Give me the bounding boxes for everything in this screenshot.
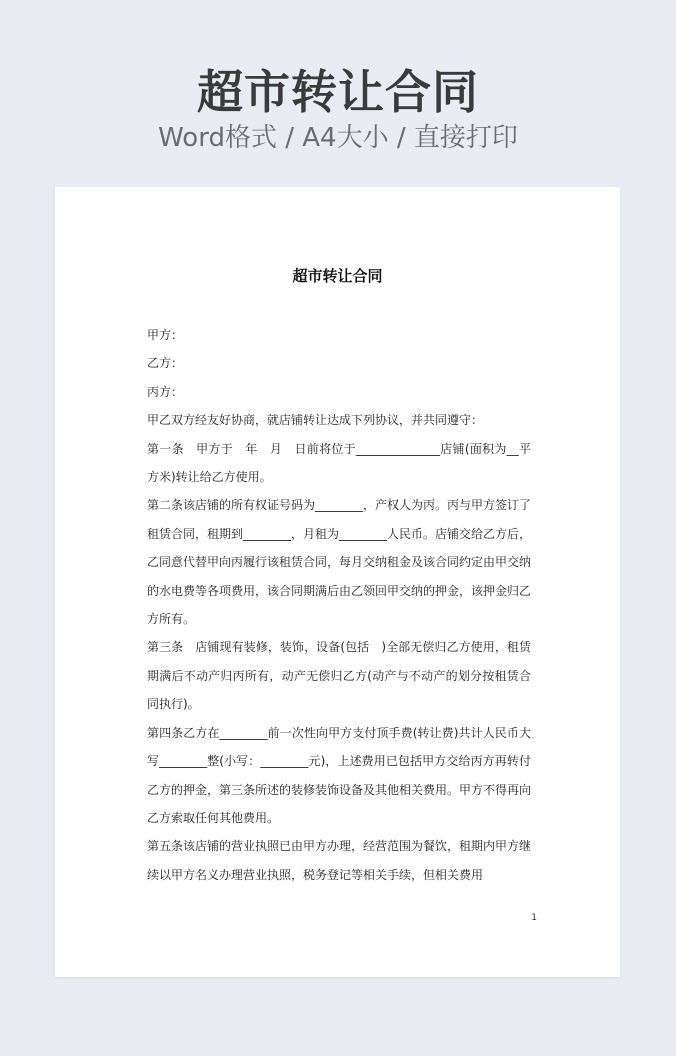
hero-title: 超市转让合同: [197, 65, 479, 119]
document-title: 超市转让合同: [292, 267, 383, 285]
article-1-paragraph: 第一条 甲方于 年 月 日前将位于______________店铺(面积为__平方米)转让给乙方使用。: [147, 441, 531, 485]
party-b-line: 乙方：: [147, 356, 184, 371]
article-4-paragraph: 第四条乙方在________前一次性向甲方支付顶手费(转让费)共计人民币大写________整(小写：________元)，上述费用已包括甲方交给丙方再转付乙方的押金，第三条所述的装修装饰设备及其他相关费用。甲方不得再向乙方索取任何其他费用。: [147, 725, 532, 825]
document-page: [55, 187, 620, 977]
page-number: 1: [531, 913, 537, 923]
party-a-line: 甲方：: [147, 328, 184, 342]
article-5-paragraph: 第五条该店铺的营业执照已由甲方办理，经营范围为餐饮，租期内甲方继续以甲方名义办理营业执照，税务登记等相关手续，但相关费用: [147, 839, 532, 882]
party-c-line: 丙方：: [147, 384, 184, 399]
preamble-paragraph: 甲乙双方经友好协商，就店铺转让达成下列协议，并共同遵守：: [147, 413, 484, 428]
document-body: [147, 321, 531, 889]
article-2-paragraph: 第二条该店铺的所有权证号码为________，产权人为丙。丙与甲方签订了租赁合同，租期到________，月租为________人民币。店铺交给乙方后，乙同意代替甲向丙履行该租赁合同，每月交纳租金及该合同约定由甲交纳的水电费等各项费用，该合同期满后由乙领回甲交纳的押金，该押金归乙方所有。: [147, 498, 532, 627]
hero-subtitle: Word格式 / A4大小 / 直接打印: [158, 123, 518, 153]
article-3-paragraph: 第三条 店铺现有装修，装饰，设备(包括 )全部无偿归乙方使用，租赁期满后不动产归丙所有，动产无偿归乙方(动产与不动产的划分按租赁合同执行)。: [147, 640, 531, 712]
hero-header: [0, 0, 676, 170]
